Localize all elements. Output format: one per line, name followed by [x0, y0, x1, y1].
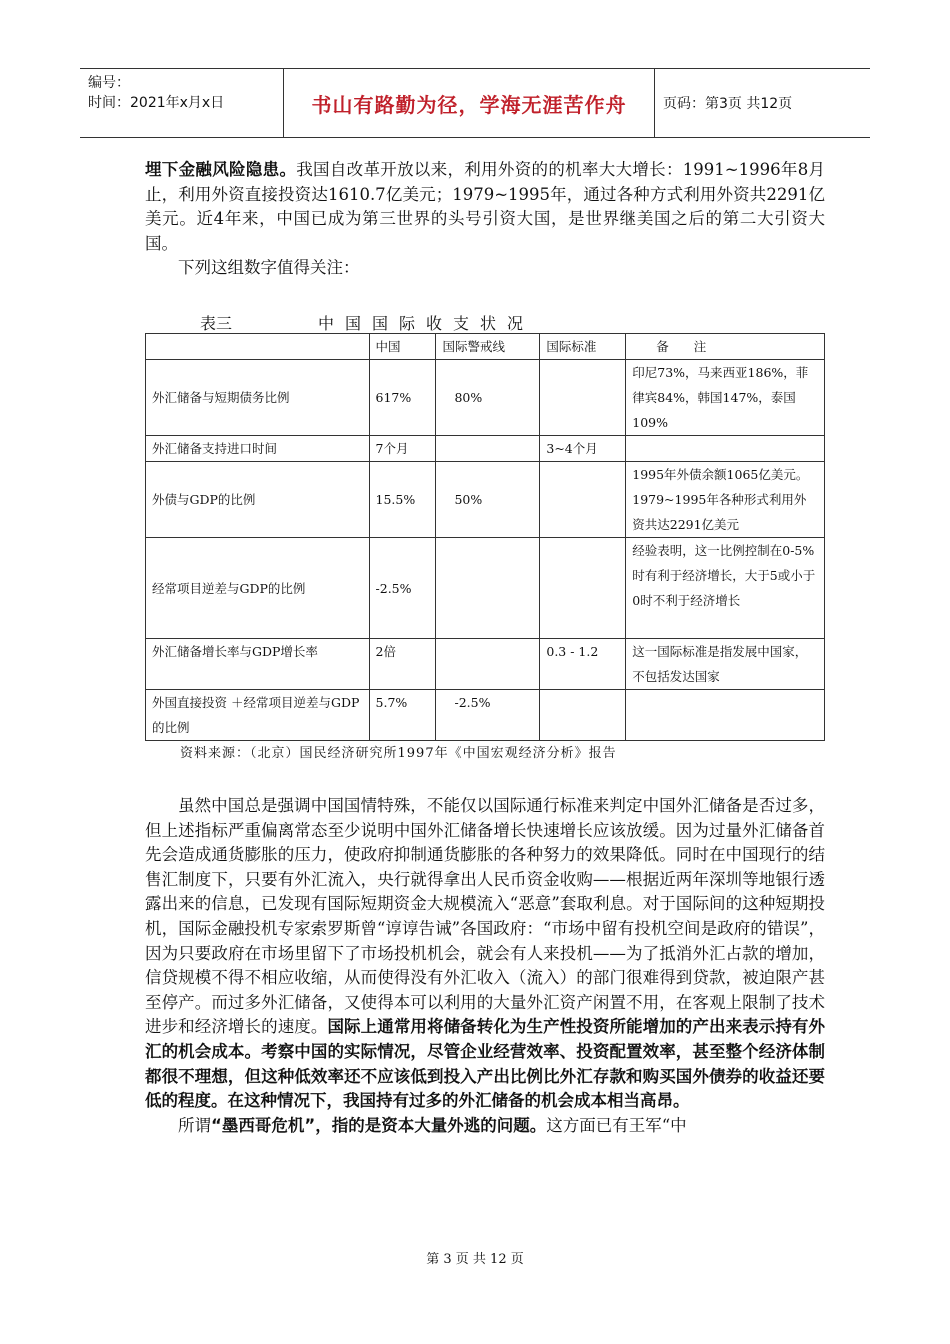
paragraph-4-end: 这方面已有王军“中	[546, 1115, 687, 1135]
table-cell: 0.3 - 1.2	[540, 639, 626, 690]
table-cell: 经验表明，这一比例控制在0-5%时有利于经济增长，大于5或小于0时不利于经济增长	[626, 538, 825, 639]
table-cell	[540, 538, 626, 639]
table-source: 资料来源：（北京）国民经济研究所1997年《中国宏观经济分析》报告	[180, 746, 617, 761]
table-header-cell: 备 注	[626, 334, 825, 360]
table-row	[146, 360, 825, 436]
page-footer: 第 3 页 共 12 页	[426, 1252, 524, 1267]
table-cell: 80%	[436, 360, 540, 436]
table-cell: -2.5%	[369, 538, 436, 639]
table-row	[146, 436, 825, 462]
header-time: 时间：2021年x月x日	[88, 95, 225, 111]
paragraph-1	[145, 158, 825, 256]
table-caption	[200, 311, 535, 334]
table-cell: 外国直接投资 ＋经常项目逆差与GDP的比例	[146, 690, 370, 741]
paragraph-4-bold: “墨西哥危机”，指的是资本大量外逃的问题。	[211, 1115, 547, 1135]
header-motto: 书山有路勤为径，学海无涯苦作舟	[283, 69, 655, 137]
table-cell: 1995年外债余额1065亿美元。1979~1995年各种形式利用外资共达2291亿美元	[626, 462, 825, 538]
paragraph-3-bold: 国际上通常用将储备转化为生产性投资所能增加的产出来表示持有外汇的机会成本。考察中国的实际情况，尽管企业经营效率、投资配置效率，甚至整个经济体制都很不理想，但这种低效率还不应该低到投入产出比例比外汇存款和购买国外债券的收益还要低的程度。在这种情况下，我国持有过多的外汇储备的机会成本相当高昂。	[145, 1017, 826, 1111]
table-cell: 2倍	[369, 639, 436, 690]
table-cell: 5.7%	[369, 690, 436, 741]
table-cell: 外汇储备支持进口时间	[146, 436, 370, 462]
table-cell: 这一国际标准是指发展中国家，不包括发达国家	[626, 639, 825, 690]
table-cell	[626, 436, 825, 462]
table-cell: 3~4个月	[540, 436, 626, 462]
table-header-cell: 中国	[369, 334, 436, 360]
top-text	[145, 158, 825, 281]
table-header-row	[146, 334, 825, 360]
table-cell: 外债与GDP的比例	[146, 462, 370, 538]
table-cell	[436, 639, 540, 690]
table-header-cell: 国际标准	[540, 334, 626, 360]
table-cell	[436, 436, 540, 462]
table-cell: 7个月	[369, 436, 436, 462]
balance-table	[145, 333, 825, 741]
table-row	[146, 639, 825, 690]
table-row	[146, 690, 825, 741]
paragraph-4-start: 所谓	[178, 1115, 211, 1135]
table-header-cell	[146, 334, 370, 360]
table-cell	[540, 690, 626, 741]
paragraph-3	[145, 794, 825, 1114]
paragraph-3-text: 虽然中国总是强调中国国情特殊，不能仅以国际通行标准来判定中国外汇储备是否过多，但上述指标严重偏离常态至少说明中国外汇储备增长快速增长应该放缓。因为过量外汇储备首先会造成通货膨胀的压力，使政府抑制通货膨胀的各种努力的效果降低。同时在中国现行的结售汇制度下，只要有外汇流入，央行就得拿出人民币资金收购——根据近两年深圳等地银行透露出来的信息，已发现有国际短期资金大规模流入“恶意”套取利息。对于国际间的这种短期投机，国际金融投机专家索罗斯曾“谆谆告诫”各国政府：“市场中留有投机空间是政府的错误”，因为只要政府在市场里留下了市场投机机会，就会有人来投机——为了抵消外汇占款的增加，信贷规模不得不相应收缩，从而使得没有外汇收入（流入）的部门很难得到贷款，被迫限产甚至停产。而过多外汇储备，又使得本可以利用的大量外汇资产闲置不用，在客观上限制了技术进步和经济增长的速度。	[145, 796, 825, 1037]
table-cell	[540, 360, 626, 436]
table-cell: 外汇储备增长率与GDP增长率	[146, 639, 370, 690]
main-text	[145, 794, 825, 1138]
table-cell	[436, 538, 540, 639]
table-cell: 经常项目逆差与GDP的比例	[146, 538, 370, 639]
table-label: 表三	[200, 314, 233, 333]
table-cell: -2.5%	[436, 690, 540, 741]
table-row	[146, 462, 825, 538]
paragraph-4	[145, 1114, 825, 1139]
paragraph-1-rest: 我国自改革开放以来，利用外资的的机率大大增长：1991~1996年8月止，利用外资直接投资达1610.7亿美元；1979~1995年，通过各种方式利用外资共2291亿美元。近4年来，中国已成为第三世界的头号引资大国，是世界继美国之后的第二大引资大国。	[145, 160, 825, 253]
table-cell	[540, 462, 626, 538]
paragraph-1-bold: 埋下金融风险隐患。	[145, 160, 297, 179]
header-page: 页码：第3页 共12页	[663, 96, 793, 112]
table-row	[146, 538, 825, 639]
page-header	[80, 68, 870, 138]
table-cell	[626, 690, 825, 741]
table-title: 中国国际收支状况	[318, 314, 535, 333]
table-header-cell: 国际警戒线	[436, 334, 540, 360]
paragraph-2: 下列这组数字值得关注：	[178, 258, 360, 278]
table-cell: 15.5%	[369, 462, 436, 538]
header-number: 编号：	[88, 75, 130, 91]
table-cell: 50%	[436, 462, 540, 538]
table-cell: 外汇储备与短期债务比例	[146, 360, 370, 436]
table-cell: 617%	[369, 360, 436, 436]
header-meta	[88, 73, 283, 113]
table-cell: 印尼73%，马来西亚186%，菲律宾84%，韩国147%，泰国109%	[626, 360, 825, 436]
